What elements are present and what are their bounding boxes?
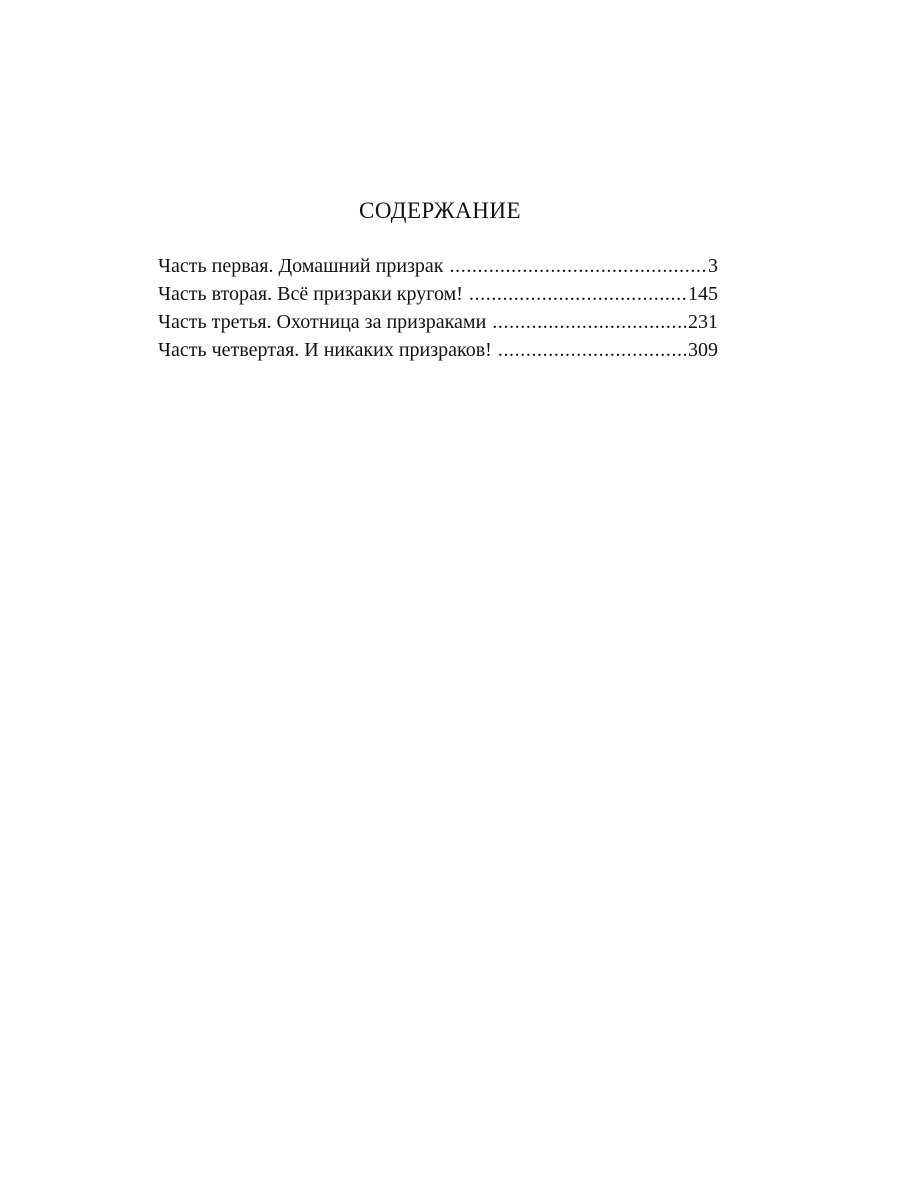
toc-dot-leader [469, 280, 686, 308]
toc-entry-label: Часть первая. Домашний призрак [158, 255, 444, 277]
toc-entry-page: 231 [688, 311, 718, 333]
toc-dot-leader [498, 336, 686, 364]
toc-dot-leader [450, 252, 706, 280]
toc-entry [158, 252, 718, 280]
toc-entry-label: Часть четвертая. И никаких призраков! [158, 339, 492, 361]
toc-entry-label: Часть третья. Охотница за призраками [158, 311, 487, 333]
toc-entry-label: Часть вторая. Всё призраки кругом! [158, 283, 463, 305]
toc-entry-page: 145 [688, 283, 718, 305]
toc-entry-page: 3 [708, 255, 718, 277]
toc-entry [158, 308, 718, 336]
page-title: СОДЕРЖАНИЕ [358, 198, 521, 223]
table-of-contents [158, 252, 718, 364]
toc-entry [158, 280, 718, 308]
toc-entry-page: 309 [688, 339, 718, 361]
toc-entry [158, 336, 718, 364]
toc-dot-leader [492, 308, 686, 336]
